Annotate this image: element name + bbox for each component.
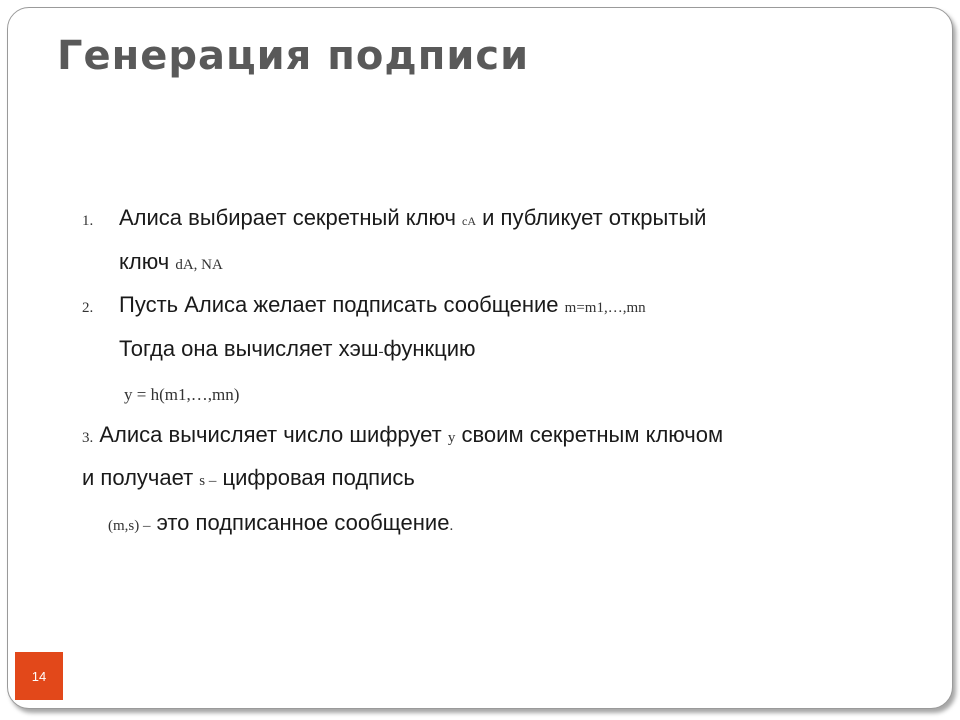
signed-pair: (m,s) – (108, 518, 151, 534)
page-number: 14 (31, 668, 47, 684)
page-number-badge (15, 652, 63, 700)
var-s: s – (199, 473, 217, 489)
item-2-text-a: Пусть Алиса желает подписать сообщение (119, 292, 565, 317)
list-item-3-line-3 (108, 510, 453, 539)
item-2-text-c: функцию (383, 336, 476, 361)
message-formula: m=m1,…,mn (564, 300, 646, 316)
item-3-period: . (449, 518, 454, 534)
public-key-label: dA, NA (175, 257, 223, 273)
list-item-2-line-2 (119, 336, 476, 365)
item-1-text-a: Алиса выбирает секретный ключ (119, 205, 463, 230)
list-number-3: 3. (82, 430, 94, 446)
list-item-1-line-1 (82, 205, 706, 234)
list-item-2-line-1 (82, 292, 646, 321)
item-1-text-b: и публикует открытый (476, 205, 707, 230)
hash-formula-line (124, 380, 239, 408)
item-2-hyphen: - (378, 344, 384, 360)
list-item-3-line-2 (82, 465, 415, 494)
secret-key-label: cA (462, 214, 477, 228)
hash-formula: y = h(m1,…,mn) (124, 385, 240, 404)
item-3-text-b: своим секретным ключом (455, 422, 724, 447)
item-3-text-a: Алиса вычисляет число шифрует (93, 422, 448, 447)
item-3-text-c: и получает (82, 465, 200, 490)
var-y: y (447, 430, 456, 446)
list-item-1-line-2 (119, 249, 223, 278)
list-number-2: 2. (82, 300, 94, 316)
list-number-1: 1. (82, 213, 94, 229)
slide-title: Генерация подписи (57, 33, 530, 79)
item-2-text-b: Тогда она вычисляет хэш (119, 336, 379, 361)
item-3-text-d: цифровая подпись (216, 465, 415, 490)
item-1-text-c: ключ (119, 249, 176, 274)
item-3-text-e: это подписанное сообщение (150, 510, 450, 535)
list-item-3-line-1 (82, 422, 723, 451)
